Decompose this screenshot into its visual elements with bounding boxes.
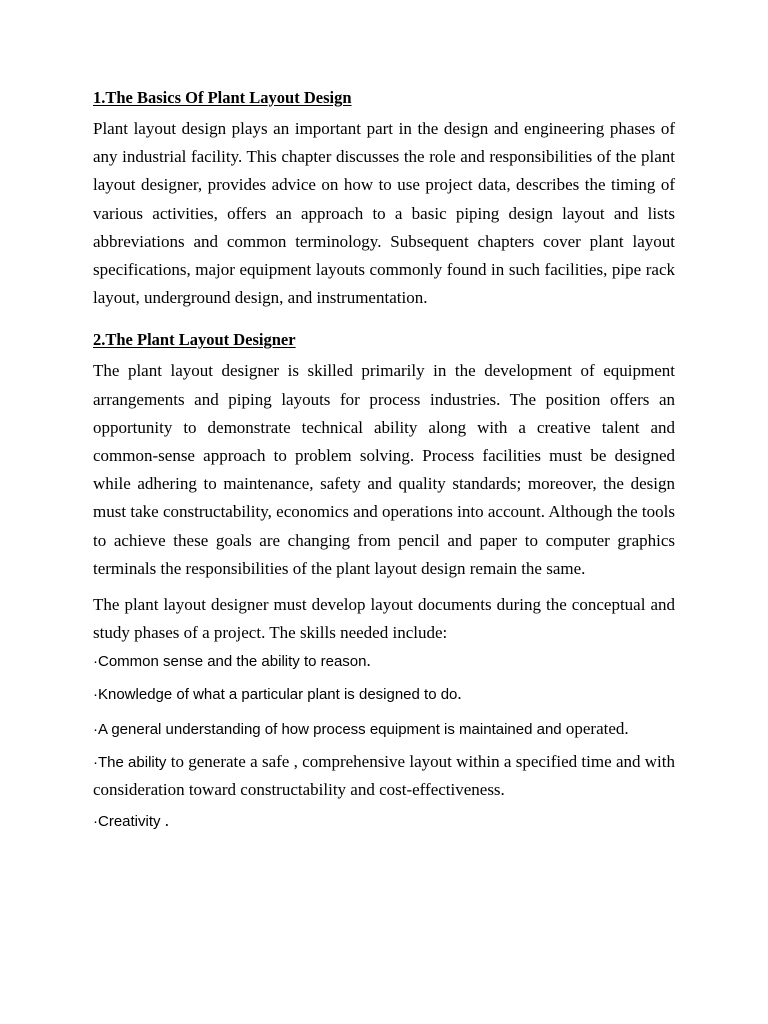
section-1-paragraph: Plant layout design plays an important part in the design and engineering phases of any industrial facility. This chapter discusses the role and responsibilities of the plant layout designer, provides advice on how to use project data, describes the timing of various activities, offers an approach to a basic piping design layout and lists abbreviations and common terminology. Subsequent chapters cover plant layout specifications, major equipment layouts commonly found in such facilities, pipe rack layout, underground design, and instrumentation. xyxy=(93,119,675,308)
skill-rest: to generate a safe , comprehensive layout within a specified time and with consideration toward constructability and cost-effectiveness. xyxy=(93,751,676,800)
skill-item xyxy=(93,748,675,804)
skills-list xyxy=(93,647,675,835)
document-page xyxy=(93,86,675,835)
skill-lead: ·The ability xyxy=(93,753,167,771)
skill-rest: . xyxy=(457,683,462,703)
skill-rest: . xyxy=(160,810,170,830)
skill-rest: operated. xyxy=(561,719,629,739)
section-2-paragraph-1: The plant layout designer is skilled primarily in the development of equipment arrangements and piping layouts for process industries. The position offers an opportunity to demonstrate technical ability along with a creative talent and common-sense approach to problem solving. Process facilities must be designed while adhering to maintenance, safety and quality standards; moreover, the design must take constructability, economics and operations into account. Although the tools to achieve these goals are changing from pencil and paper to computer graphics terminals the responsibilities of the plant layout design remain the same. xyxy=(93,361,675,578)
skill-item xyxy=(93,680,675,709)
skill-lead: ·Knowledge of what a particular plant is designed to do xyxy=(93,685,458,703)
skill-lead: ·Creativity xyxy=(93,812,161,830)
section-1-heading: 1.The Basics Of Plant Layout Design xyxy=(93,88,352,107)
section-2-paragraph-2: The plant layout designer must develop layout documents during the conceptual and study phases of a project. The skills needed include: xyxy=(93,595,675,643)
skill-item xyxy=(93,807,675,836)
skill-rest: . xyxy=(366,651,371,671)
skill-item xyxy=(93,647,675,676)
section-2-heading: 2.The Plant Layout Designer xyxy=(93,330,296,350)
skill-item xyxy=(93,715,675,744)
skill-lead: ·Common sense and the ability to reason xyxy=(93,653,367,671)
skill-lead: ·A general understanding of how process equipment is maintained and xyxy=(93,721,562,739)
